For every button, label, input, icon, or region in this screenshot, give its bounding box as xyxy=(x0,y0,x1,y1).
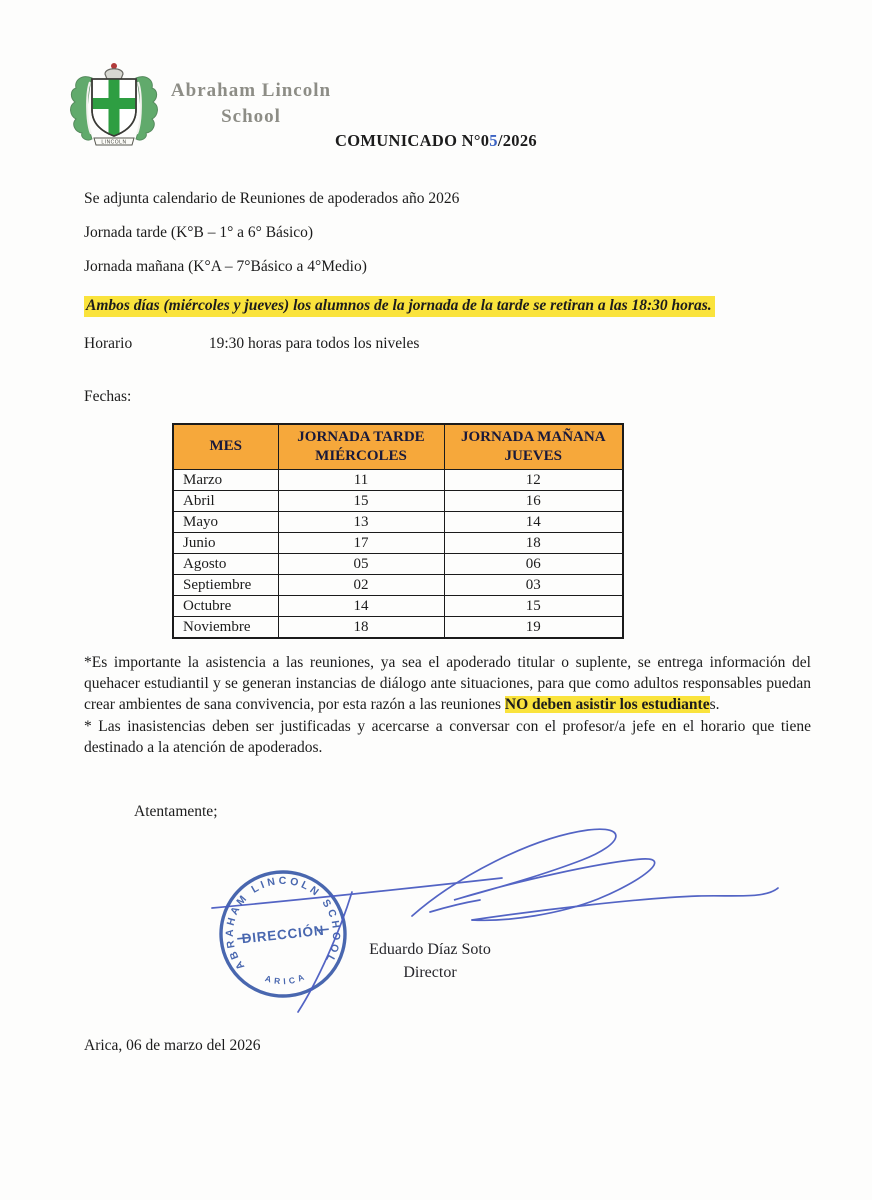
cell-miercoles: 14 xyxy=(278,596,444,617)
cell-mes: Noviembre xyxy=(173,617,278,639)
cell-mes: Marzo xyxy=(173,470,278,491)
cell-miercoles: 15 xyxy=(278,491,444,512)
table-row xyxy=(173,470,623,491)
cell-jueves: 18 xyxy=(444,533,623,554)
horario-label: Horario xyxy=(84,335,133,352)
cell-jueves: 06 xyxy=(444,554,623,575)
signer-block xyxy=(320,938,540,984)
cell-mes: Agosto xyxy=(173,554,278,575)
note1-text: *Es importante la asistencia a las reuniones, ya sea el apoderado titular o suplente, se entrega información del quehacer estudiantil y se generan instancias de diálogo ante situaciones, para que como adultos responsables puedan crear ambientes de sana convivencia, por esta razón a las reuniones xyxy=(84,654,811,714)
crest-banner-text: LINCOLN xyxy=(101,139,127,146)
table-row xyxy=(173,491,623,512)
table-row xyxy=(173,533,623,554)
date-line: Arica, 06 de marzo del 2026 xyxy=(84,1037,261,1054)
crest-cross-horizontal xyxy=(92,98,136,109)
horario-value: 19:30 horas para todos los niveles xyxy=(208,335,420,352)
cell-miercoles: 17 xyxy=(278,533,444,554)
note-absences: * Las inasistencias deben ser justificadas y acercarse a conversar con el profesor/a jefe en el horario que tiene destinado a la atención de apoderados. xyxy=(84,717,811,756)
fechas-label: Fechas: xyxy=(84,388,132,405)
highlighted-notice: Ambos días (miércoles y jueves) los alumnos de la jornada de la tarde se retiran a las 18:30 horas. xyxy=(84,296,715,317)
horario-row xyxy=(84,335,419,353)
table-row xyxy=(173,554,623,575)
school-name xyxy=(166,78,336,129)
note1-tail: s. xyxy=(709,696,720,714)
title-number-blue: 5 xyxy=(489,131,498,150)
cell-mes: Septiembre xyxy=(173,575,278,596)
note-attendance xyxy=(84,652,811,716)
table-row xyxy=(173,617,623,639)
title-suffix: /2026 xyxy=(497,131,537,150)
jornada-manana-line: Jornada mañana (K°A – 7°Básico a 4°Medio) xyxy=(84,258,367,275)
crest-plume xyxy=(111,63,117,69)
cell-jueves: 16 xyxy=(444,491,623,512)
cell-miercoles: 11 xyxy=(278,470,444,491)
cell-jueves: 12 xyxy=(444,470,623,491)
cell-miercoles: 13 xyxy=(278,512,444,533)
calendar-table xyxy=(172,423,624,639)
cell-jueves: 03 xyxy=(444,575,623,596)
salutation: Atentamente; xyxy=(134,803,218,820)
cell-miercoles: 05 xyxy=(278,554,444,575)
cell-mes: Junio xyxy=(173,533,278,554)
signer-name: Eduardo Díaz Soto xyxy=(369,941,491,958)
document-title xyxy=(0,131,872,151)
table-header-row xyxy=(173,424,623,470)
table-row xyxy=(173,596,623,617)
direccion-stamp xyxy=(210,861,355,1006)
school-name-line2: School xyxy=(221,105,281,127)
stamp-center-text: DIRECCIÓN xyxy=(241,922,326,947)
table-row xyxy=(173,575,623,596)
cell-mes: Octubre xyxy=(173,596,278,617)
svg-text:ARICA xyxy=(263,969,309,989)
school-name-line1: Abraham Lincoln xyxy=(170,80,332,101)
cell-miercoles: 18 xyxy=(278,617,444,639)
cell-jueves: 19 xyxy=(444,617,623,639)
intro-line: Se adjunta calendario de Reuniones de apoderados año 2026 xyxy=(84,190,460,207)
signer-role: Director xyxy=(403,964,457,982)
calendar-table-wrap xyxy=(172,423,624,639)
header-jornada-manana: JORNADA MAÑANA JUEVES xyxy=(444,424,623,470)
stamp-ring-text: ABRAHAM LINCOLN SCHOOL xyxy=(223,874,343,972)
table-body xyxy=(173,470,623,639)
cell-mes: Mayo xyxy=(173,512,278,533)
cell-jueves: 14 xyxy=(444,512,623,533)
header-mes: MES xyxy=(173,424,278,470)
header-jornada-tarde: JORNADA TARDE MIÉRCOLES xyxy=(278,424,444,470)
title-prefix: COMUNICADO N°0 xyxy=(335,131,490,150)
cell-jueves: 15 xyxy=(444,596,623,617)
note1-highlight: NO deben asistir los estudiante xyxy=(504,696,710,714)
stamp-bottom-text: ARICA xyxy=(263,970,309,987)
cell-mes: Abril xyxy=(173,491,278,512)
cell-miercoles: 02 xyxy=(278,575,444,596)
notes-section xyxy=(84,652,811,758)
jornada-tarde-line: Jornada tarde (K°B – 1° a 6° Básico) xyxy=(84,224,314,241)
table-row xyxy=(173,512,623,533)
